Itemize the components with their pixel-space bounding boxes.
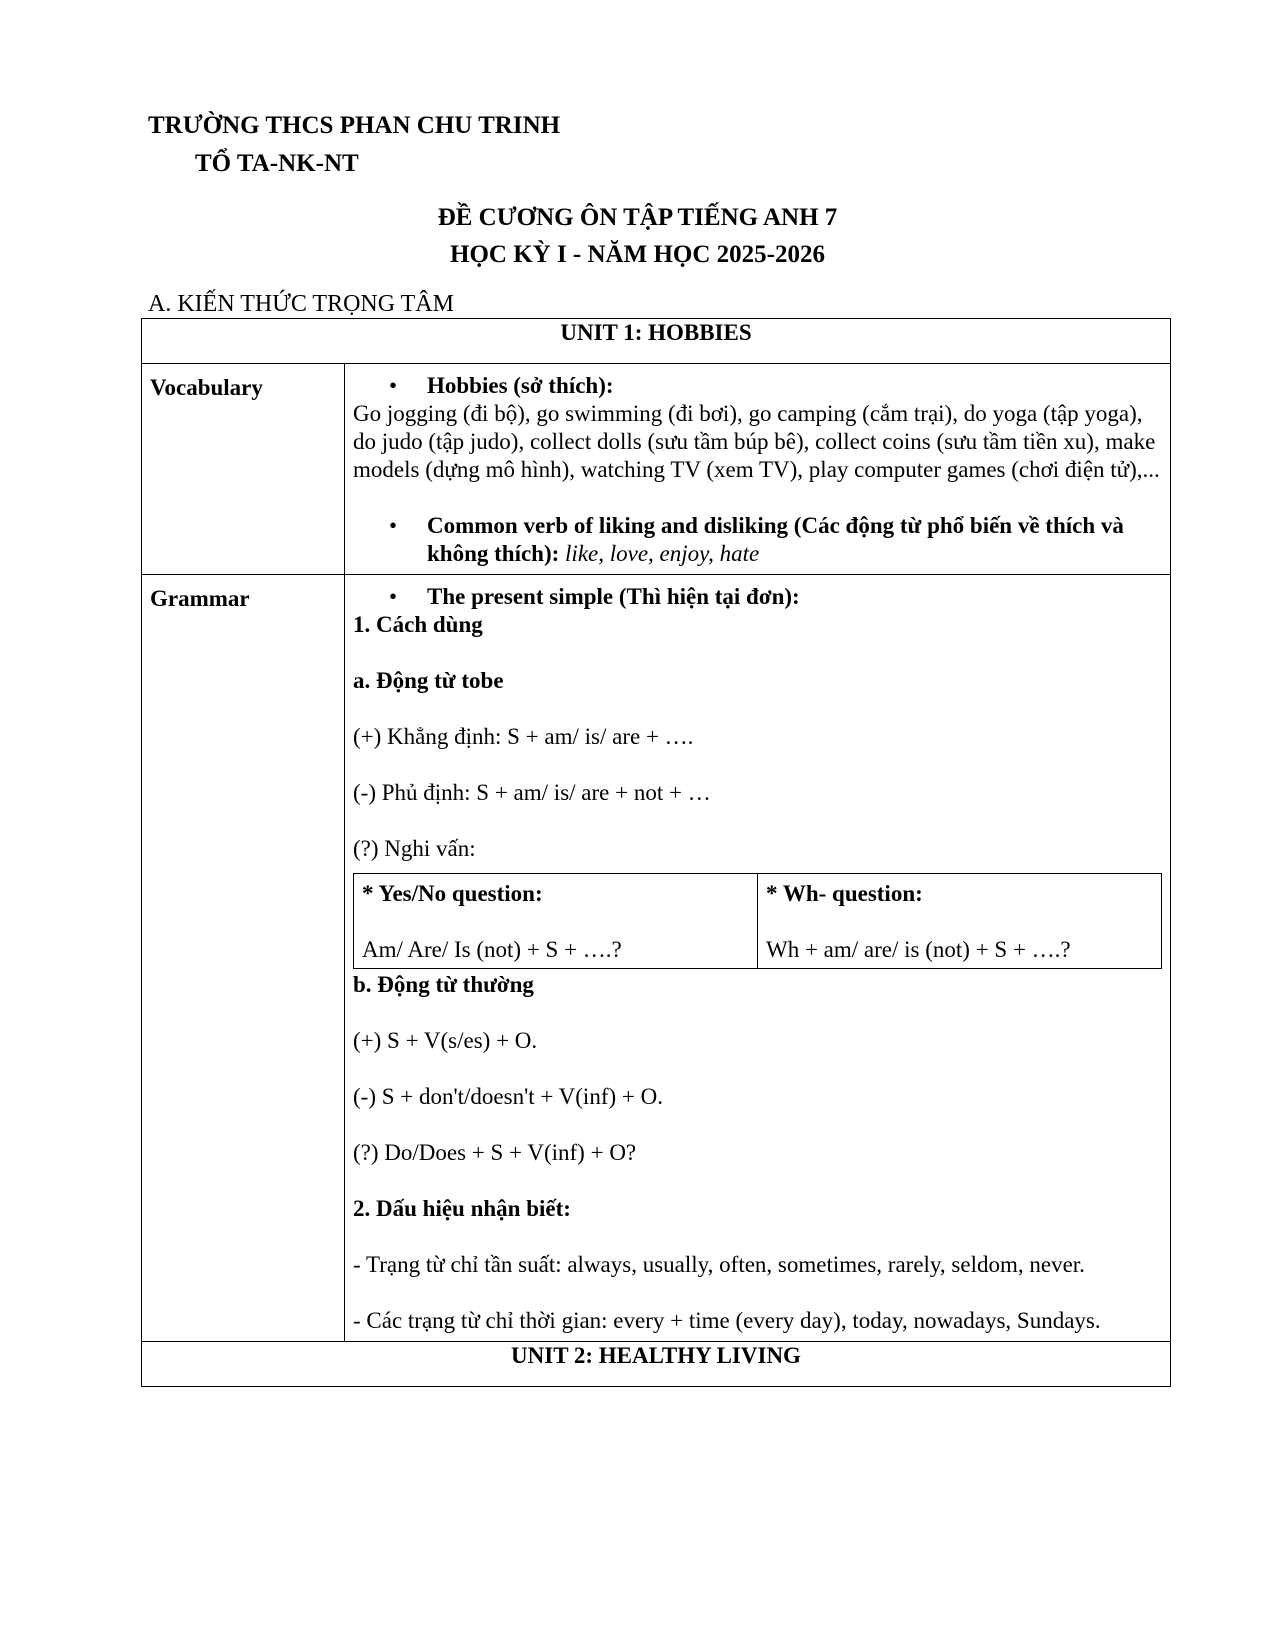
verb-negative: (-) S + don't/doesn't + V(inf) + O.	[353, 1084, 663, 1109]
unit1-heading-row	[142, 319, 1171, 364]
tobe-affirmative: (+) Khẳng định: S + am/ is/ are + ….	[353, 724, 694, 749]
signs-time: - Các trạng từ chỉ thời gian: every + time (every day), today, nowadays, Sundays.	[353, 1308, 1101, 1333]
verbs-list: like, love, enjoy, hate	[565, 541, 760, 566]
tobe-negative: (-) Phủ định: S + am/ is/ are + not + …	[353, 780, 711, 805]
grammar-row	[142, 575, 1171, 1342]
yesno-title: * Yes/No question:	[362, 881, 543, 906]
hobbies-title: Hobbies (sở thích):	[427, 373, 614, 398]
department-name: TỔ TA-NK-NT	[195, 150, 359, 177]
yesno-cell	[354, 874, 758, 969]
verbs-title: Common verb of liking and disliking (Các động từ phổ biến về thích và không thích):	[427, 513, 1124, 566]
unit2-heading-row	[142, 1342, 1171, 1387]
verbs-bullet	[389, 512, 1162, 568]
vocabulary-label: Vocabulary	[142, 364, 345, 575]
section-heading: A. KIẾN THỨC TRỌNG TÂM	[148, 291, 454, 317]
wh-title: * Wh- question:	[766, 881, 923, 906]
unit2-heading: UNIT 2: HEALTHY LIVING	[142, 1342, 1171, 1387]
bullet-icon: •	[389, 373, 398, 398]
bullet-icon: •	[389, 584, 398, 609]
question-forms-table	[353, 873, 1162, 969]
verb-title: b. Động từ thường	[353, 972, 534, 997]
grammar-content	[345, 575, 1171, 1342]
tobe-title: a. Động từ tobe	[353, 668, 504, 693]
content-table	[141, 318, 1171, 1387]
bullet-icon: •	[389, 513, 398, 538]
usage-title: 1. Cách dùng	[353, 612, 483, 637]
signs-title: 2. Dấu hiệu nhận biết:	[353, 1196, 571, 1221]
vocabulary-row	[142, 364, 1171, 575]
tense-title: The present simple (Thì hiện tại đơn):	[427, 584, 800, 609]
document-title: ĐỀ CƯƠNG ÔN TẬP TIẾNG ANH 7	[437, 204, 838, 231]
document-subtitle: HỌC KỲ I - NĂM HỌC 2025-2026	[450, 241, 825, 268]
verb-question: (?) Do/Does + S + V(inf) + O?	[353, 1140, 637, 1165]
signs-frequency: - Trạng từ chỉ tần suất: always, usually, often, sometimes, rarely, seldom, never.	[353, 1252, 1085, 1277]
verb-affirmative: (+) S + V(s/es) + O.	[353, 1028, 538, 1053]
hobbies-text: Go jogging (đi bộ), go swimming (đi bơi), go camping (cắm trại), do yoga (tập yoga), do judo (tập judo), collect dolls (sưu tầm búp bê), collect coins (sưu tầm tiền xu), make models (dựng mô hình), watching TV (xem TV), play computer games (chơi điện tử),...	[353, 401, 1160, 482]
wh-formula: Wh + am/ are/ is (not) + S + ….?	[766, 937, 1071, 962]
wh-cell	[758, 874, 1162, 969]
yesno-formula: Am/ Are/ Is (not) + S + ….?	[362, 937, 622, 962]
vocabulary-content	[345, 364, 1171, 575]
school-name: TRƯỜNG THCS PHAN CHU TRINH	[148, 112, 561, 139]
hobbies-bullet	[389, 372, 1162, 400]
tense-bullet	[389, 583, 1162, 611]
tobe-question: (?) Nghi vấn:	[353, 836, 476, 861]
grammar-label: Grammar	[142, 575, 345, 1342]
unit1-heading: UNIT 1: HOBBIES	[142, 319, 1171, 364]
